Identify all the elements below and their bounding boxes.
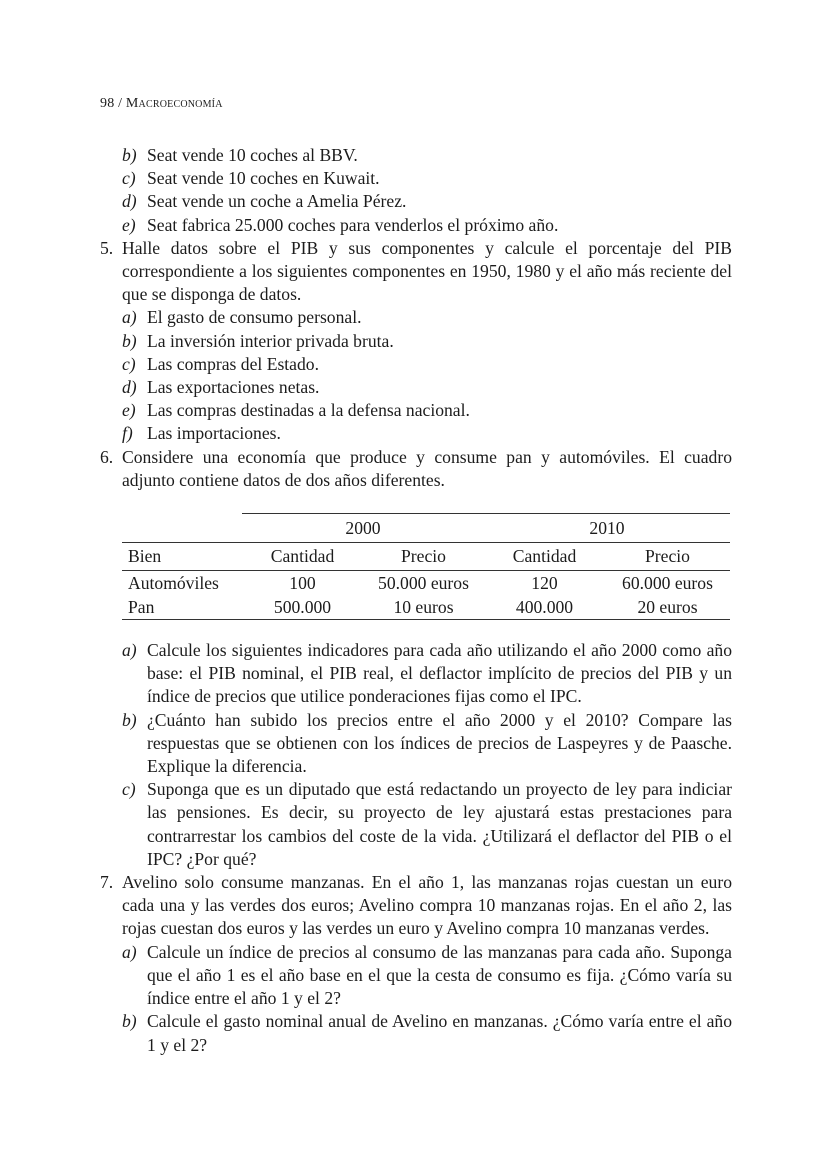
year-header: 2000 [242,514,484,543]
list-item: c) Suponga que es un diputado que está redactando un proyecto de ley para indiciar las pensiones. Es decir, su proyecto de ley ajustará estas prestaciones para contrarrestar los cambios del coste de la vida. ¿Utilizará el deflactor del PIB o el IPC? ¿Por qué? [122,779,732,869]
page-body [100,144,732,1057]
question-text: Halle datos sobre el PIB y sus componentes y calcule el porcentaje del PIB correspondiente a los siguientes componentes en 1950, 1980 y el año más reciente del que se disponga de datos. [122,237,732,305]
list-item: d) Las exportaciones netas. [122,377,320,398]
column-header: Cantidad [242,543,363,571]
column-header: Cantidad [484,543,605,571]
table-cell: 100 [289,573,316,594]
list-item: d) Seat vende un coche a Amelia Pérez. [122,191,407,212]
header-separator: / [114,96,126,111]
list-item: b) La inversión interior privada bruta. [122,330,394,351]
table-cell: 50.000 euros [378,573,469,594]
list-item: e) Las compras destinadas a la defensa nacional. [122,400,470,421]
table-header-row [122,543,730,571]
table-year-row [122,514,730,543]
table-cell: 500.000 [242,595,363,620]
column-header: Precio [605,543,730,571]
list-item: a) Calcule un índice de precios al consumo de las manzanas para cada año. Suponga que el año 1 es el año base en el que la cesta de consumo es fija. ¿Cómo varía su índice entre el año 1 y el 2? [122,941,732,1009]
table-row [122,571,730,596]
question-text: Considere una economía que produce y consume pan y automóviles. El cuadro adjunto contiene datos de dos años diferentes. [122,446,732,490]
section-title: Macroeconomía [125,96,223,111]
question-number: 6. [100,446,114,467]
page-number: 98 [100,96,115,111]
table-cell: 10 euros [363,595,484,620]
question-7 [100,871,732,941]
list-item: b) Calcule el gasto nominal anual de Avelino en manzanas. ¿Cómo varía entre el año 1 y el 2? [122,1011,732,1055]
column-header: Bien [122,543,242,571]
list-item: c) Seat vende 10 coches en Kuwait. [122,168,380,189]
table-row [122,595,730,620]
question-number: 5. [100,237,114,258]
data-table [122,513,730,620]
list-item: b) ¿Cuánto han subido los precios entre el año 2000 y el 2010? Compare las respuestas que se obtienen con los índices de precios de Laspeyres y de Paasche. Explique la diferencia. [122,709,732,777]
table-cell: Automóviles [128,573,219,594]
list-item: e) Seat fabrica 25.000 coches para venderlos el próximo año. [122,214,559,235]
table-cell: 60.000 euros [622,573,713,594]
list-item: b) Seat vende 10 coches al BBV. [122,145,358,165]
table-cell: Pan [122,595,242,620]
list-item: c) Las compras del Estado. [122,353,319,374]
question-5 [100,237,732,307]
column-header: Precio [363,543,484,571]
list-item: a) Calcule los siguientes indicadores para cada año utilizando el año 2000 como año base: el PIB nominal, el PIB real, el deflactor implícito de precios del PIB y un índice de precios que utilice ponderaciones fijas como el IPC. [122,640,732,707]
question-text: Avelino solo consume manzanas. En el año 1, las manzanas rojas cuestan un euro cada una y las verdes dos euros; Avelino compra 10 manzanas rojas. En el año 2, las rojas cuestan dos euros y las verdes un euro y Avelino compra 10 manzanas verdes. [122,872,732,939]
list-item: f) Las importaciones. [122,423,281,444]
question-6 [100,446,732,492]
question-number: 7. [100,872,114,893]
running-header [100,96,223,112]
table-cell: 400.000 [484,595,605,620]
list-item: a) El gasto de consumo personal. [122,307,362,328]
table-cell: 20 euros [605,595,730,620]
year-header: 2010 [484,514,730,543]
table-cell: 120 [531,573,558,594]
